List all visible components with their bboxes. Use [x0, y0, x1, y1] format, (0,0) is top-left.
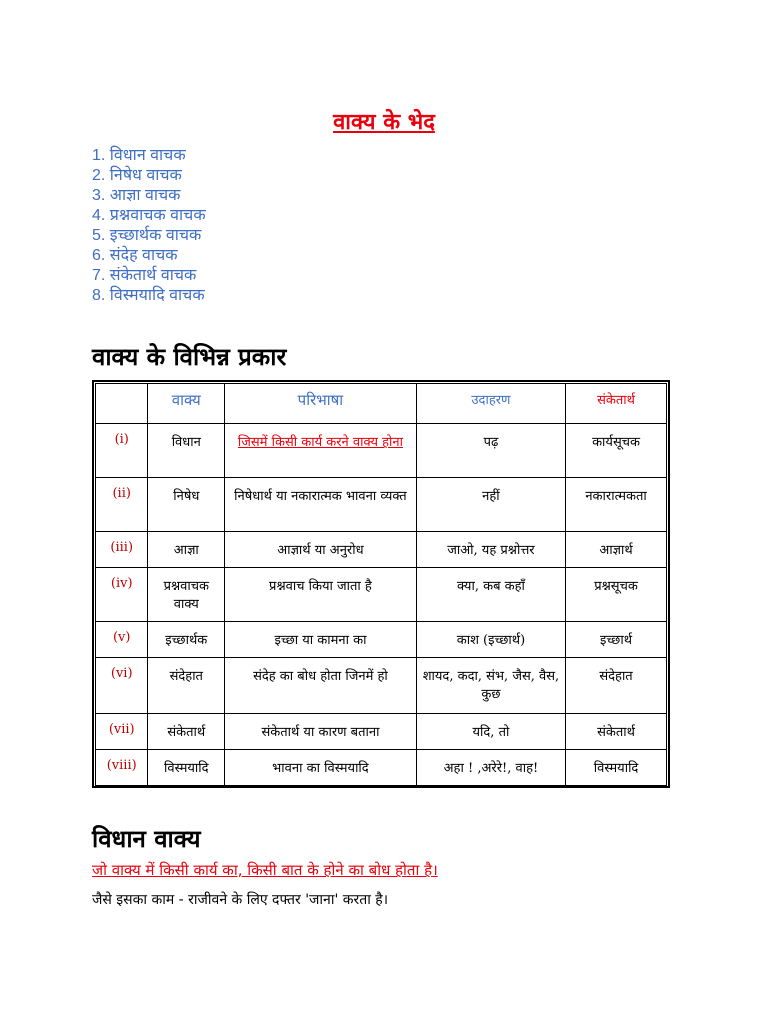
table-row: [96, 424, 667, 478]
table-header-definition: परिभाषा: [225, 384, 417, 424]
definition-text: जो वाक्य में किसी कार्य का, किसी बात के होने का बोध होता है।: [92, 861, 438, 879]
cell-definition: संदेह का बोध होता जिनमें हो: [225, 658, 417, 714]
cell-sentence: निषेध: [148, 478, 225, 532]
toc-item[interactable]: 2. निषेध वाचक: [92, 167, 182, 184]
cell-sentence: संदेहात: [148, 658, 225, 714]
row-number: (viii): [96, 750, 148, 786]
table-row: [96, 714, 667, 750]
table-row: [96, 532, 667, 568]
section-heading: विधान वाक्य: [92, 825, 201, 853]
toc-item[interactable]: 1. विधान वाचक: [92, 147, 186, 164]
row-number: (vi): [96, 658, 148, 714]
cell-example: यदि, तो: [416, 714, 565, 750]
cell-definition: निषेधार्थ या नकारात्मक भावना व्यक्त: [225, 478, 417, 532]
cell-definition: इच्छा या कामना का: [225, 622, 417, 658]
example-text: जैसे इसका काम - राजीवने के लिए दफ्तर 'जाना' करता है।: [92, 892, 389, 908]
cell-definition: आज्ञार्थ या अनुरोध: [225, 532, 417, 568]
cell-definition: प्रश्नवाच किया जाता है: [225, 568, 417, 622]
table-heading: वाक्य के विभिन्न प्रकार: [92, 343, 287, 371]
row-number: (ii): [96, 478, 148, 532]
cell-indicator: संकेतार्थ: [566, 714, 667, 750]
toc-item[interactable]: 3. आज्ञा वाचक: [92, 187, 181, 204]
sentence-types-table: [92, 380, 670, 788]
cell-sentence: इच्छार्थक: [148, 622, 225, 658]
cell-example: शायद, कदा, संभ, जैस, वैस, कुछ: [416, 658, 565, 714]
cell-example: जाओ, यह प्रश्नोत्तर: [416, 532, 565, 568]
row-number: (i): [96, 424, 148, 478]
table-row: [96, 622, 667, 658]
table-header-empty: [96, 384, 148, 424]
cell-example: नहीं: [416, 478, 565, 532]
toc-item[interactable]: 6. संदेह वाचक: [92, 247, 178, 264]
cell-definition: जिसमें किसी कार्य करने वाक्य होना: [225, 424, 417, 478]
table-row: [96, 750, 667, 786]
table-header-indicator: संकेतार्थ: [566, 384, 667, 424]
cell-sentence: प्रश्नवाचक वाक्य: [148, 568, 225, 622]
cell-definition: भावना का विस्मयादि: [225, 750, 417, 786]
cell-indicator: विस्मयादि: [566, 750, 667, 786]
table-of-contents: [92, 146, 206, 306]
toc-item[interactable]: 4. प्रश्नवाचक वाचक: [92, 207, 206, 224]
table-row: [96, 568, 667, 622]
cell-sentence: विस्मयादि: [148, 750, 225, 786]
cell-indicator: कार्यसूचक: [566, 424, 667, 478]
row-number: (iii): [96, 532, 148, 568]
cell-example: अहा ! ,अरेरे!, वाह!: [416, 750, 565, 786]
toc-item[interactable]: 5. इच्छार्थक वाचक: [92, 227, 202, 244]
row-number: (v): [96, 622, 148, 658]
cell-indicator: इच्छार्थ: [566, 622, 667, 658]
cell-indicator: संदेहात: [566, 658, 667, 714]
cell-example: क्या, कब कहाँ: [416, 568, 565, 622]
cell-sentence: संकेतार्थ: [148, 714, 225, 750]
table-header-example: उदाहरण: [416, 384, 565, 424]
cell-example: काश (इच्छार्थ): [416, 622, 565, 658]
table-row: [96, 478, 667, 532]
cell-sentence: विधान: [148, 424, 225, 478]
cell-sentence: आज्ञा: [148, 532, 225, 568]
cell-example: पढ़: [416, 424, 565, 478]
toc-item[interactable]: 7. संकेतार्थ वाचक: [92, 267, 197, 284]
row-number: (iv): [96, 568, 148, 622]
row-number: (vii): [96, 714, 148, 750]
cell-indicator: प्रश्नसूचक: [566, 568, 667, 622]
cell-indicator: आज्ञार्थ: [566, 532, 667, 568]
toc-item[interactable]: 8. विस्मयादि वाचक: [92, 287, 205, 304]
cell-indicator: नकारात्मकता: [566, 478, 667, 532]
table-row: [96, 658, 667, 714]
page-title: वाक्य के भेद: [333, 110, 435, 135]
table-header-sentence: वाक्य: [148, 384, 225, 424]
cell-definition: संकेतार्थ या कारण बताना: [225, 714, 417, 750]
